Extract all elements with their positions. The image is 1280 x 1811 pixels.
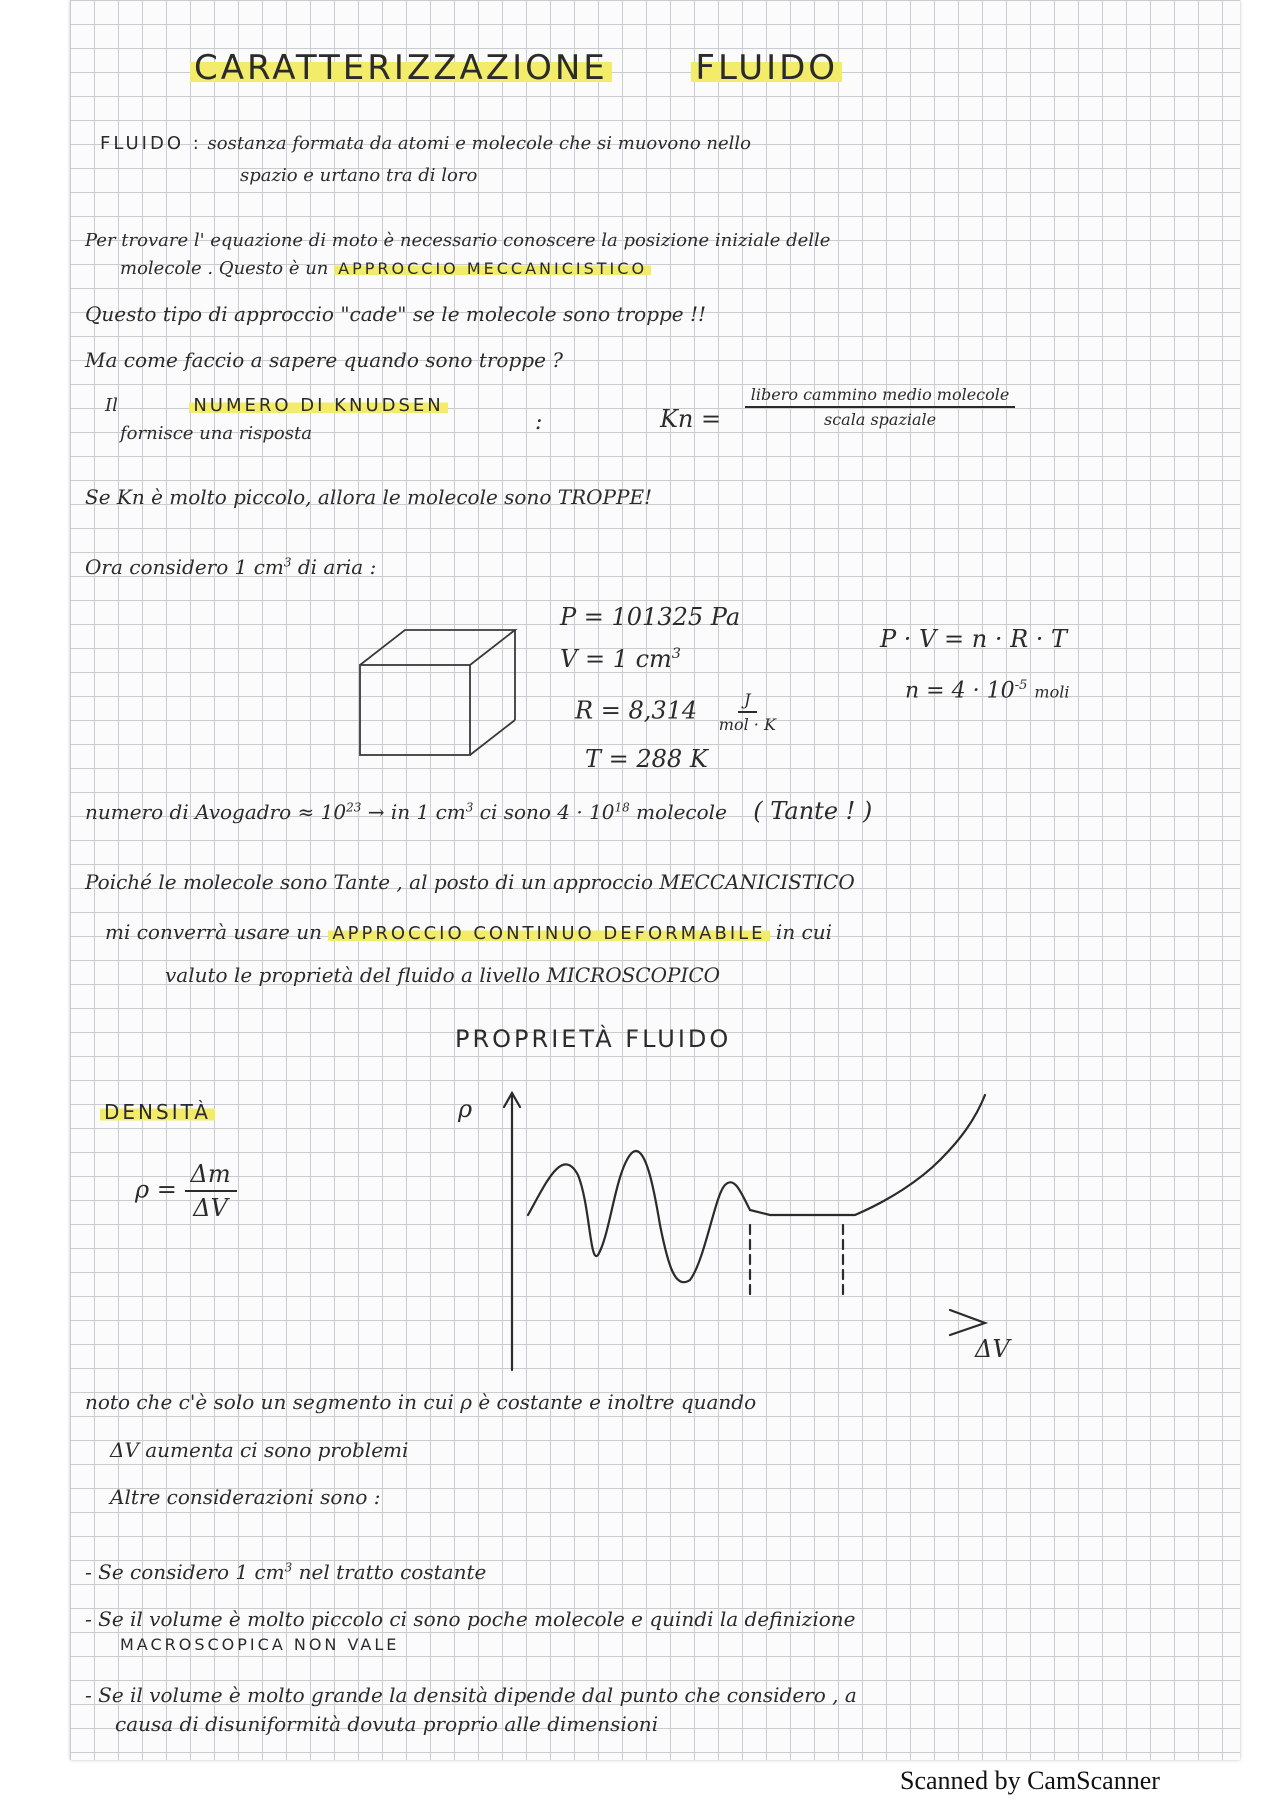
approach-mechanistic: APPROCCIO MECCANICISTICO <box>334 259 651 278</box>
knudsen-line-2: fornisce una risposta <box>120 423 312 444</box>
knudsen-numerator: libero cammino medio molecole <box>745 385 1016 408</box>
approach-continuum: APPROCCIO CONTINUO DEFORMABILE <box>328 923 769 944</box>
equation-moles-text: n = 4 · 10 <box>905 678 1015 704</box>
avogadro-exp2: 18 <box>614 800 630 815</box>
knudsen-fraction <box>745 385 1016 429</box>
gas-constant-unit-den: mol · K <box>718 715 776 734</box>
paragraph-4: Se Kn è molto piccolo, allora le molecole sono TROPPE! <box>85 485 653 509</box>
paragraph-7-pre: mi converrà usare un <box>105 920 322 944</box>
equation-ideal-gas: P · V = n · R · T <box>880 625 1068 653</box>
avogadro-mid2: ci sono 4 · 10 <box>473 800 615 824</box>
paragraph-8: valuto le proprietà del fluido a livello MICROSCOPICO <box>165 963 721 987</box>
note-line-3: Altre considerazioni sono : <box>110 1485 381 1509</box>
density-denominator: ΔV <box>193 1194 228 1222</box>
paragraph-1-line-1: Per trovare l' equazione di moto è necessario conoscere la posizione iniziale delle <box>85 230 831 251</box>
paragraph-7-post: in cui <box>775 920 833 944</box>
avogadro-exp: 23 <box>346 800 362 815</box>
paragraph-1-line-2 <box>120 258 651 279</box>
bullet-2-line-1: - Se il volume è molto piccolo ci sono poche molecole e quindi la definizione <box>85 1607 856 1631</box>
avogadro-mid-exp: 3 <box>465 800 474 815</box>
knudsen-line-1 <box>105 395 448 416</box>
paragraph-1-text: molecole . Questo è un <box>120 258 329 279</box>
avogadro-mid: → in 1 cm <box>361 800 466 824</box>
gas-constant-unit-num: J <box>738 690 756 713</box>
bullet-1-pre: - Se considero 1 cm <box>85 1560 285 1584</box>
paragraph-3: Ma come faccio a sapere quando sono troppe ? <box>85 348 563 372</box>
equation-moles-unit: moli <box>1034 682 1070 702</box>
equation-temperature: T = 288 K <box>585 745 708 773</box>
bullet-1-post: nel tratto costante <box>292 1560 487 1584</box>
knudsen-symbol: Kn = <box>660 405 722 433</box>
knudsen-formula <box>660 384 1015 433</box>
avogadro-pre: numero di Avogadro ≈ 10 <box>85 800 347 824</box>
note-line-1: noto che c'è solo un segmento in cui ρ è costante e inoltre quando <box>85 1390 757 1414</box>
density-lhs: ρ = <box>135 1175 177 1204</box>
bullet-1 <box>85 1560 486 1584</box>
equation-moles-exp: -5 <box>1014 678 1028 693</box>
bullet-3-line-1: - Se il volume è molto grande la densità dipende dal punto che considero , a <box>85 1683 857 1707</box>
paragraph-2: Questo tipo di approccio "cade" se le molecole sono troppe !! <box>85 302 707 326</box>
bullet-3-line-2: causa di disuniformità dovuta proprio alle dimensioni <box>115 1712 659 1736</box>
graph-x-label: ΔV <box>975 1335 1010 1363</box>
definition-text-1: sostanza formata da atomi e molecole che si muovono nello <box>207 133 752 154</box>
gas-constant-unit <box>719 690 776 734</box>
equation-gas-constant-value: R = 8,314 <box>575 696 698 725</box>
equation-moles <box>905 678 1069 703</box>
knudsen-pre: Il <box>105 395 118 416</box>
density-numerator: Δm <box>185 1160 237 1192</box>
avogadro-post: molecole <box>629 800 727 824</box>
knudsen-name: NUMERO DI KNUDSEN <box>189 395 447 416</box>
paragraph-7 <box>105 920 832 944</box>
equation-volume-exp: 3 <box>671 646 681 662</box>
equation-pressure: P = 101325 Pa <box>560 603 741 631</box>
title-part-1: CARATTERIZZAZIONE <box>190 48 612 88</box>
graph-y-label: ρ <box>458 1095 473 1123</box>
paragraph-5-exp: 3 <box>283 555 292 570</box>
equation-gas-constant <box>575 690 776 734</box>
bullet-2-line-2: MACROSCOPICA NON VALE <box>120 1635 400 1654</box>
cube-drawing <box>350 625 530 765</box>
avogadro-line <box>85 797 872 825</box>
paragraph-5 <box>85 555 376 579</box>
paragraph-5-pre: Ora considero 1 cm <box>85 555 284 579</box>
title-part-2: FLUIDO <box>691 48 842 88</box>
definition-line-1 <box>100 133 751 154</box>
density-graph <box>440 1085 1000 1385</box>
density-fraction <box>185 1160 237 1222</box>
section-title: PROPRIETÀ FLUIDO <box>455 1025 732 1053</box>
definition-label: FLUIDO : <box>100 133 202 154</box>
equation-volume-text: V = 1 cm <box>560 645 672 673</box>
paragraph-5-post: di aria : <box>291 555 377 579</box>
density-formula <box>135 1160 237 1222</box>
bullet-1-exp: 3 <box>284 1560 293 1575</box>
x-axis-arrow <box>950 1310 985 1335</box>
density-label: DENSITÀ <box>100 1100 215 1124</box>
paragraph-6: Poiché le molecole sono Tante , al posto di un approccio MECCANICISTICO <box>85 870 855 894</box>
density-curve <box>528 1095 985 1282</box>
equation-volume <box>560 645 681 673</box>
definition-line-2: spazio e urtano tra di loro <box>240 165 478 186</box>
note-line-2: ΔV aumenta ci sono problemi <box>110 1438 409 1462</box>
avogadro-note: ( Tante ! ) <box>753 797 873 825</box>
scanner-watermark: Scanned by CamScanner <box>900 1766 1160 1795</box>
knudsen-denominator: scala spaziale <box>824 409 937 429</box>
page-title <box>190 48 842 88</box>
knudsen-colon: : <box>535 410 543 435</box>
